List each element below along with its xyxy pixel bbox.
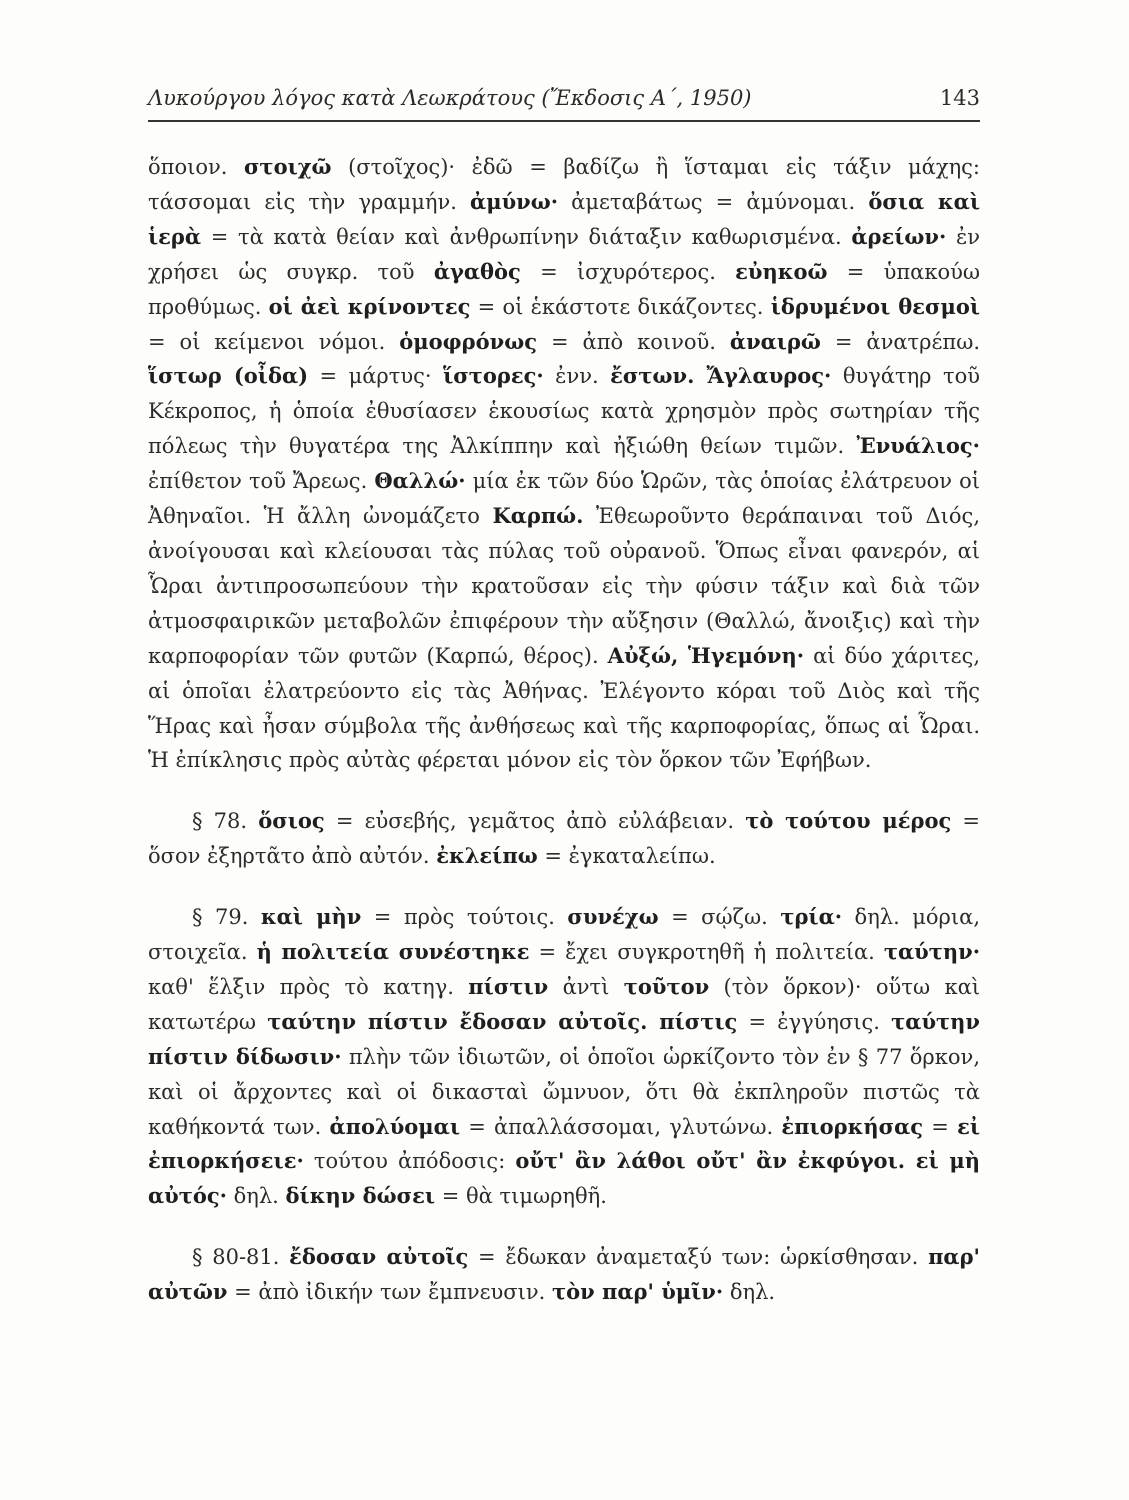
lemma-term: ὁμοφρόνως [399,328,538,354]
gloss-text: § 78. [192,809,259,834]
lemma-term: ἀπολύομαι [329,1113,460,1139]
lemma-term: ἵστωρ (οἶδα) [148,363,309,389]
gloss-text: = ἀπὸ κοινοῦ. [537,329,730,354]
gloss-text: ἐν χρήσει ὡς συγκρ. τοῦ [148,224,980,284]
lemma-term: ταύτην πίστιν ἔδοσαν αὐτοῖς. πίστις [267,1008,738,1034]
lemma-term: τρία· [780,904,843,930]
gloss-text: ἐνν. [543,364,611,389]
gloss-text: = οἱ ἑκάστοτε δικάζοντες. [470,294,771,319]
section-78 [148,804,980,874]
gloss-text: μία ἐκ τῶν δύο Ὡρῶν, τὰς ὁποίας ἐλάτρευον οἱ Ἀθηναῖοι. Ἡ ἄλλη ὠνομάζετο [148,469,980,529]
lemma-term: τὸν παρ' ὑμῖν· [551,1279,724,1305]
lemma-term: εἰ ἐπιορκήσειε· [148,1113,980,1174]
gloss-text: = θὰ τιμωρηθῆ. [435,1184,607,1209]
lemma-term: οἱ ἀεὶ κρίνοντες [268,293,471,319]
paragraph [148,150,980,778]
gloss-text: ἀντὶ [548,974,624,999]
lemma-term: ἵστορες· [443,363,544,389]
gloss-text: = ὑπακούω προθύμως. [148,259,981,319]
gloss-text: (τὸν ὅρκον)· οὕτω καὶ κατωτέρω [148,974,980,1034]
lemma-term: Θαλλώ· [374,468,466,494]
lemma-term: ταύτην πίστιν δίδωσιν· [148,1008,980,1069]
gloss-text: = εὐσεβής, γεμᾶτος ἀπὸ εὐλάβειαν. [324,809,746,834]
gloss-text: = ἀπὸ ἰδικήν των ἔμπνευσιν. [227,1280,552,1305]
gloss-text: ἐπίθετον τοῦ Ἄρεως. [148,469,375,494]
lemma-term: ἀμύνω· [470,188,559,214]
gloss-text: = ἀνατρέπω. [820,329,980,354]
lemma-term: ἀγαθὸς [433,258,521,284]
lemma-term: ἱδρυμένοι θεσμοὶ [770,293,980,319]
gloss-text: δηλ. [226,1184,286,1209]
lemma-term: στοιχῶ [243,154,332,179]
gloss-text: = μάρτυς· [308,364,444,389]
lemma-term: τὸ τούτου μέρος [745,808,952,834]
lemma-term: ὅσια καὶ ἱερὰ [148,188,980,249]
lemma-term: οὔτ' ἂν λάθοι οὔτ' ἂν ἐκφύγοι. εἰ μὴ αὐτός· [148,1148,980,1209]
gloss-text: = τὰ κατὰ θείαν καὶ ἀνθρωπίνην διάταξιν καθωρισμένα. [201,224,852,249]
section-79 [148,900,980,1214]
running-title: Λυκούργου λόγος κατὰ Λεωκράτους (Ἔκδοσις Α΄, 1950) [148,86,752,110]
gloss-text: θυγάτηρ τοῦ Κέκροπος, ἡ ὁποία ἐθυσίασεν ἑκουσίως κατὰ χρησμὸν πρὸς σωτηρίαν τῆς πόλεως τὴν θυγατέρα της Ἀλκίππην καὶ ἠξιώθη θείων τιμῶν. [148,364,980,459]
lemma-term: δίκην δώσει [285,1183,436,1209]
gloss-text: = ἀπαλλάσσομαι, γλυτώνω. [460,1114,782,1139]
lemma-term: ἔδοσαν αὐτοῖς [289,1244,469,1270]
gloss-text: Ἐθεωροῦντο θεράπαιναι τοῦ Διός, ἀνοίγουσαι καὶ κλείουσαι τὰς πύλας τοῦ οὐρανοῦ. Ὅπως εἶναι φανερόν, αἱ Ὧραι ἀντιπροσωπεύουν τὴν κρατοῦσαν εἰς τὴν φύσιν τάξιν καὶ διὰ τῶν ἀτμοσφαιρικῶν μεταβολῶν ἐπιφέρουν τὴν αὔξησιν (Θαλλώ, ἄνοιξις) καὶ τὴν καρποφορίαν τῶν φυτῶν (Καρπώ, θέρος). [148,504,980,668]
gloss-text: (στοῖχος)· ἐδῶ = βαδίζω ἢ ἵσταμαι εἰς τάξιν μάχης: τάσσομαι εἰς τὴν γραμμήν. [148,155,980,214]
lemma-term: τοῦτον [623,973,710,999]
gloss-text: = ἔχει συγκροτηθῆ ἡ πολιτεία. [529,940,884,965]
lemma-term: Καρπώ. [492,503,584,529]
gloss-text: τούτου ἀπόδοσις: [303,1149,516,1174]
lemma-term: συνέχω [567,904,659,930]
gloss-text: § 79. [192,905,261,930]
lemma-term: ἐκλείπω [436,843,538,869]
gloss-text: = ἐγκαταλείπω. [537,844,716,869]
lemma-term: Αὐξώ, Ἡγεμόνη· [607,642,805,668]
lemma-term: ἀναιρῶ [729,328,821,354]
lemma-term: ταύτην· [883,939,980,965]
gloss-text: αἱ δύο χάριτες, αἱ ὁποῖαι ἐλατρεύοντο εἰς τὰς Ἀθήνας. Ἐλέγοντο κόραι τοῦ Διὸς καὶ τῆς Ἥρας καὶ ἦσαν σύμβολα τῆς ἀνθήσεως καὶ τῆς καρποφορίας, ὅπως αἱ Ὧραι. Ἡ ἐπίκλησις πρὸς αὐτὰς φέρεται μόνον εἰς τὸν ὅρκον τῶν Ἐφήβων. [148,643,981,773]
lemma-term: καὶ μὴν [260,904,362,930]
lemma-term: ἐπιορκήσας [781,1113,924,1139]
gloss-text: δηλ. [723,1280,776,1305]
lemma-term: Ἐνυάλιος· [856,433,980,459]
lemma-term: εὐηκοῶ [735,258,828,284]
gloss-text: καθ' ἕλξιν πρὸς τὸ κατηγ. [148,974,469,999]
lemma-term: παρ' αὐτῶν [148,1244,980,1305]
gloss-text: = [923,1114,958,1139]
lemma-term: ἔστων. Ἄγλαυρος· [610,363,832,389]
page-number: 143 [939,86,980,110]
gloss-text: § 80-81. [192,1245,290,1270]
running-header [148,86,980,110]
section-80-81 [148,1240,980,1310]
lemma-term: ἡ πολιτεία συνέστηκε [256,939,530,965]
gloss-text: = οἱ κείμενοι νόμοι. [148,329,400,354]
gloss-text: πλὴν τῶν ἰδιωτῶν, οἱ ὁποῖοι ὡρκίζοντο τὸν ἐν § 77 ὅρκον, καὶ οἱ ἄρχοντες καὶ οἱ δικασταὶ ὤμνυον, ὅτι θὰ ἐκπληροῦν πιστῶς τὰ καθήκοντά των. [148,1044,980,1139]
lemma-term: ἀρείων· [851,223,947,249]
gloss-text: = πρὸς τούτοις. [361,905,568,930]
gloss-text: = ἐγγύησις. [737,1009,892,1034]
commentary-text [148,150,980,1310]
gloss-text: ὅποιον. [148,155,244,179]
header-rule [148,120,980,122]
gloss-text: ἀμεταβάτως = ἀμύνομαι. [558,189,869,214]
lemma-term: πίστιν [468,973,549,999]
gloss-text: = ἰσχυρότερος. [520,259,736,284]
gloss-text: = ἔδωκαν ἀναμεταξύ των: ὡρκίσθησαν. [468,1245,929,1270]
gloss-text: = σῴζω. [658,905,781,930]
lemma-term: ὅσιος [258,808,325,834]
gloss-text: δηλ. μόρια, στοιχεῖα. [148,905,980,965]
gloss-text: = ὅσον ἐξηρτᾶτο ἀπὸ αὐτόν. [148,809,981,869]
